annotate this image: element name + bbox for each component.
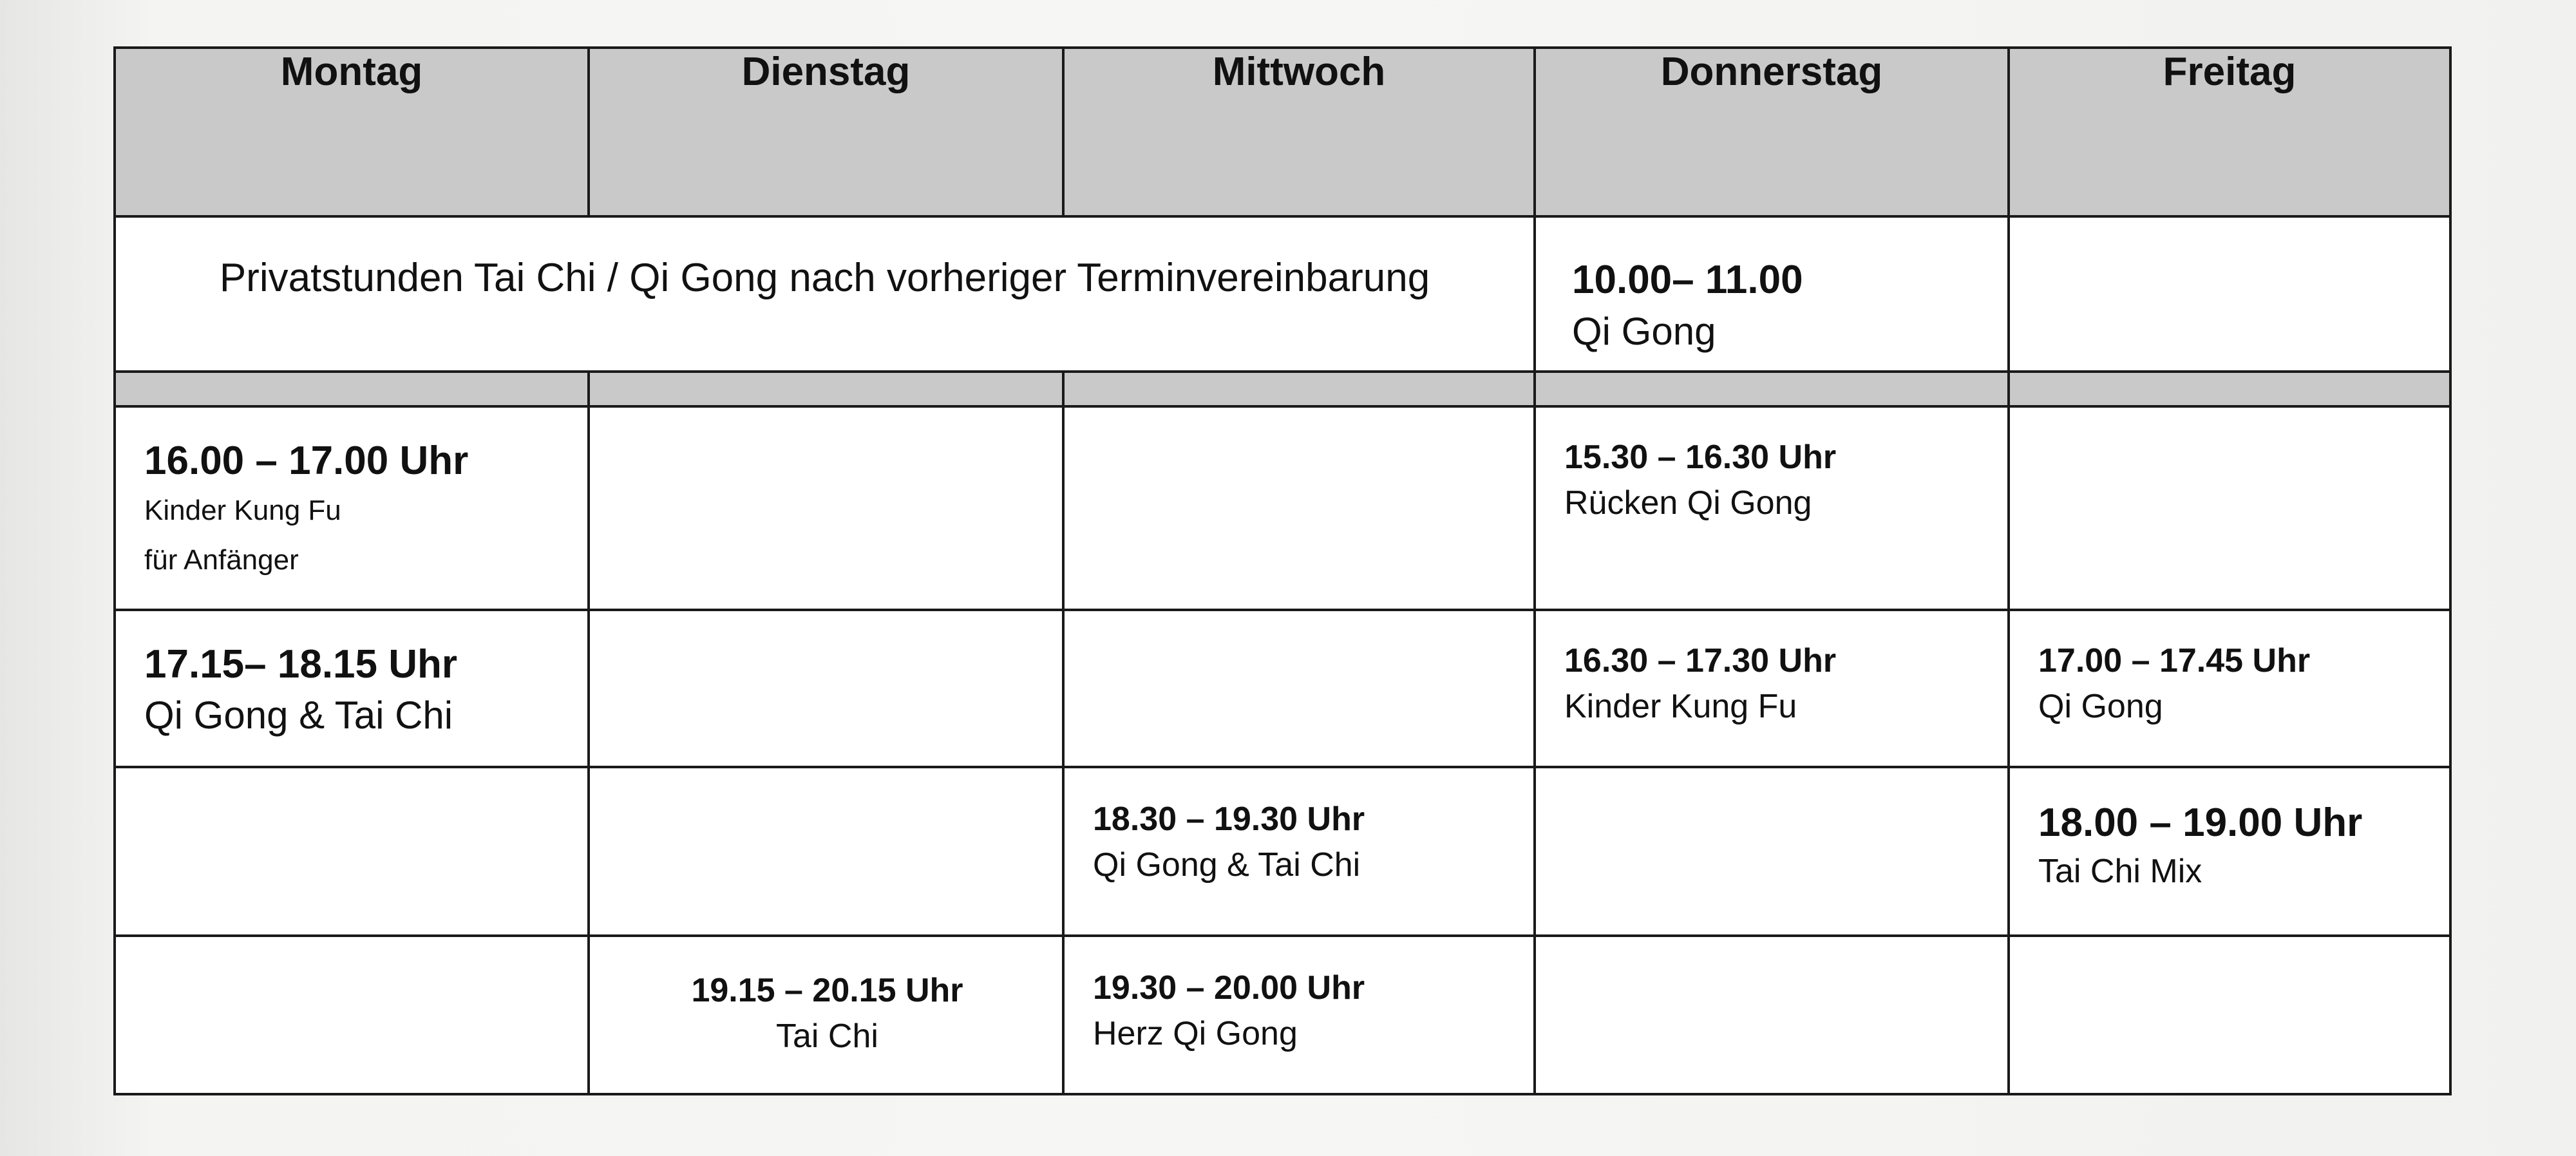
schedule-cell	[115, 610, 589, 767]
schedule-cell	[2009, 216, 2450, 372]
class-time: 17.15– 18.15 Uhr	[144, 641, 458, 687]
class-time: 10.00– 11.00	[1572, 258, 1803, 302]
class-name: Herz Qi Gong	[1093, 1015, 1298, 1053]
class-name: Qi Gong	[2038, 688, 2163, 726]
private-lessons-note: Privatstunden Tai Chi / Qi Gong nach vorheriger Terminvereinbarung	[219, 256, 1430, 300]
private-lessons-cell	[115, 216, 1535, 372]
class-time: 15.30 – 16.30 Uhr	[1564, 438, 1837, 476]
class-name: Tai Chi Mix	[2038, 853, 2202, 890]
schedule-cell	[1535, 610, 2009, 767]
schedule-cell	[115, 936, 589, 1094]
class-name: Qi Gong & Tai Chi	[144, 694, 453, 737]
table-row	[115, 936, 2450, 1094]
class-time: 19.30 – 20.00 Uhr	[1093, 969, 1365, 1007]
schedule-cell	[1063, 767, 1535, 936]
schedule-cell	[1535, 406, 2009, 610]
table-row	[115, 216, 2450, 372]
class-time: 16.00 – 17.00 Uhr	[144, 438, 469, 483]
table-row	[115, 406, 2450, 610]
class-name: Kinder Kung Fu	[1564, 688, 1797, 726]
schedule-table	[113, 46, 2452, 1095]
class-time: 18.00 – 19.00 Uhr	[2038, 800, 2363, 845]
day-header-freitag: Freitag	[2009, 48, 2450, 216]
schedule-cell	[2009, 610, 2450, 767]
class-name: Kinder Kung Fu	[144, 495, 341, 526]
class-note: für Anfänger	[144, 544, 299, 576]
header-row	[115, 48, 2450, 216]
schedule-cell	[1063, 610, 1535, 767]
schedule-cell	[2009, 767, 2450, 936]
day-header-mittwoch: Mittwoch	[1063, 48, 1535, 216]
schedule-cell	[1535, 936, 2009, 1094]
schedule-cell	[589, 406, 1063, 610]
class-name: Qi Gong & Tai Chi	[1093, 846, 1361, 884]
schedule-cell	[589, 936, 1063, 1094]
schedule-cell	[1063, 406, 1535, 610]
class-time: 17.00 – 17.45 Uhr	[2038, 641, 2311, 679]
separator-row	[115, 372, 2450, 406]
schedule-cell	[1535, 216, 2009, 372]
schedule-cell	[589, 767, 1063, 936]
day-header-donnerstag: Donnerstag	[1535, 48, 2009, 216]
class-time: 18.30 – 19.30 Uhr	[1093, 800, 1365, 838]
table-row	[115, 767, 2450, 936]
class-name: Tai Chi	[776, 1018, 878, 1056]
day-header-dienstag: Dienstag	[589, 48, 1063, 216]
schedule-cell	[1535, 767, 2009, 936]
class-name: Qi Gong	[1572, 309, 1716, 353]
class-time: 19.15 – 20.15 Uhr	[691, 971, 963, 1009]
schedule-cell	[115, 767, 589, 936]
day-header-montag: Montag	[115, 48, 589, 216]
schedule-cell	[2009, 936, 2450, 1094]
class-name: Rücken Qi Gong	[1564, 484, 1812, 522]
table-row	[115, 610, 2450, 767]
class-time: 16.30 – 17.30 Uhr	[1564, 641, 1837, 679]
schedule-cell	[2009, 406, 2450, 610]
schedule-cell	[1063, 936, 1535, 1094]
schedule-cell	[115, 406, 589, 610]
schedule-cell	[589, 610, 1063, 767]
